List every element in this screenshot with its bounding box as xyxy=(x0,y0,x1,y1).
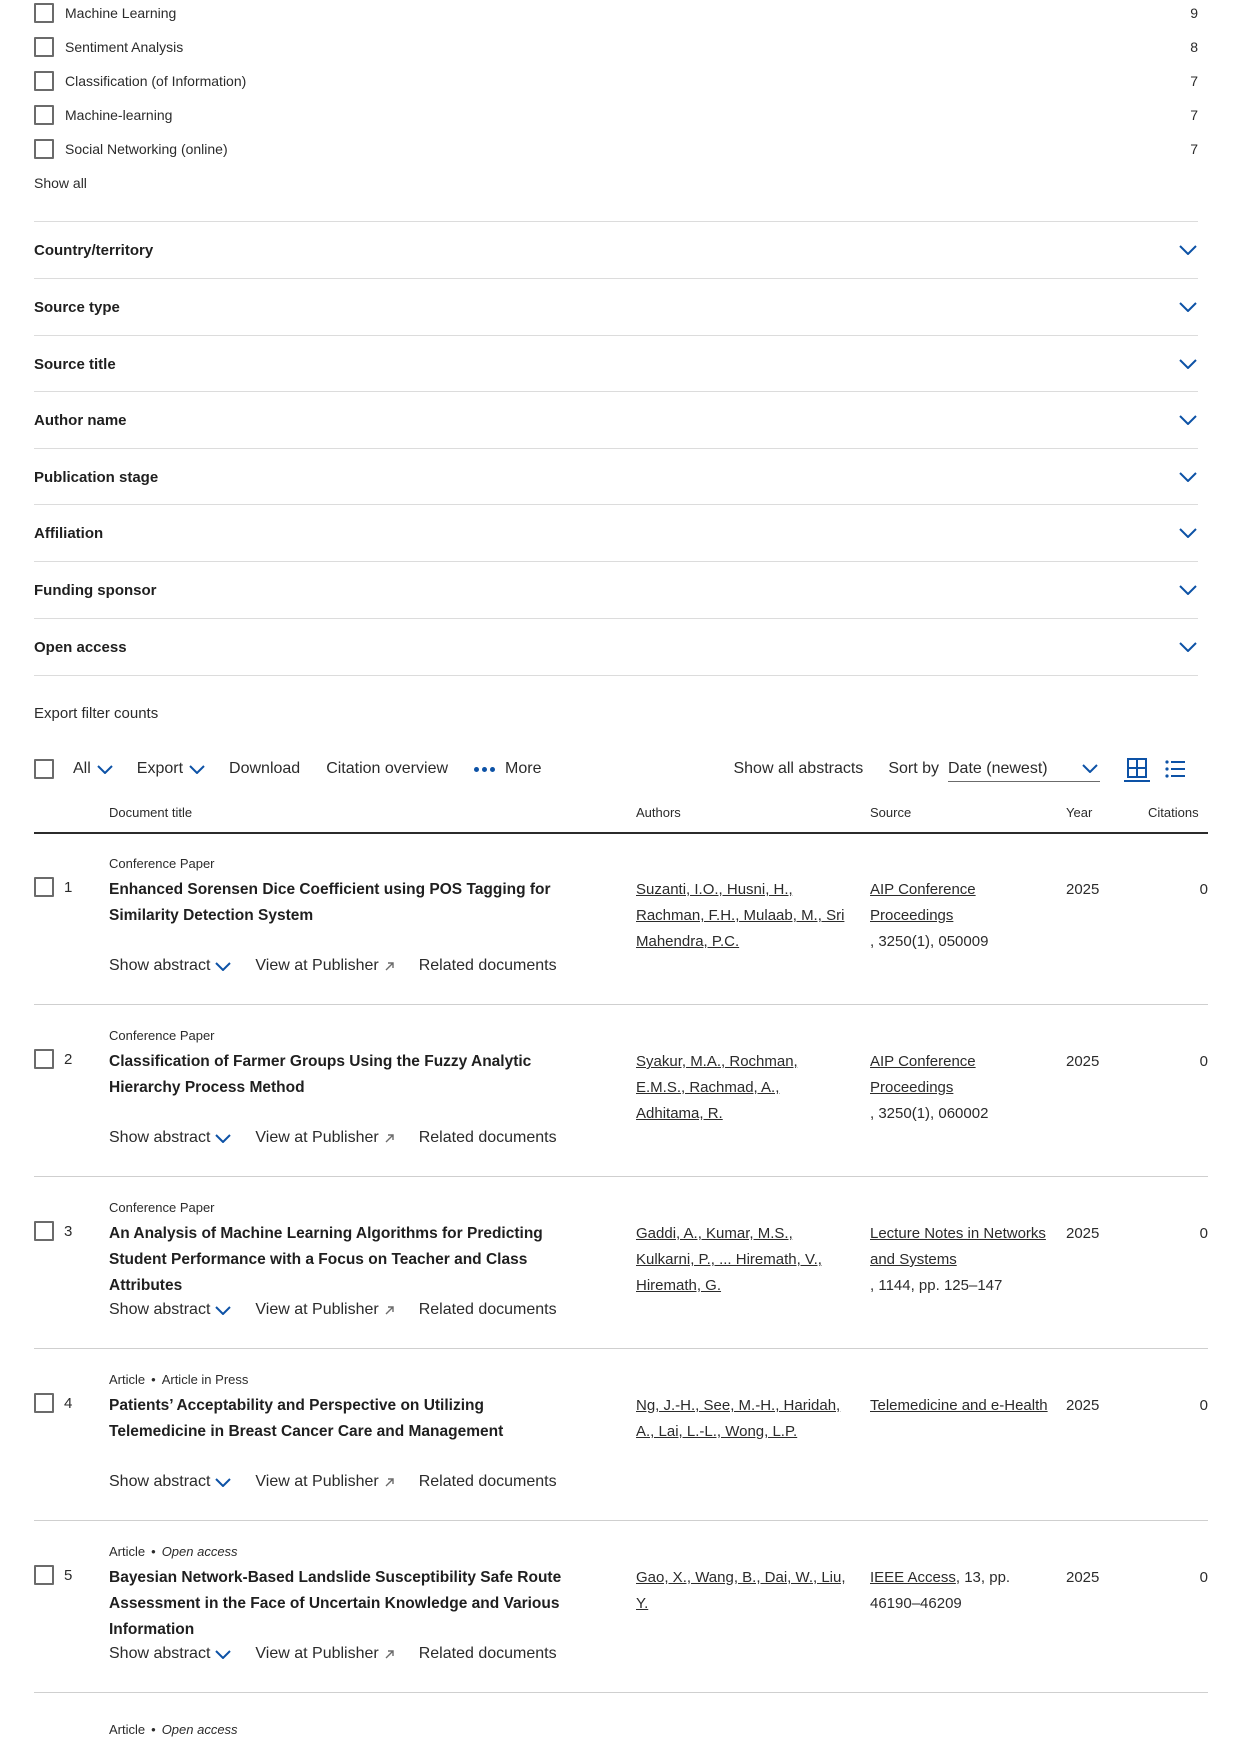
related-documents-link[interactable]: Related documents xyxy=(418,1473,557,1490)
document-type-label: Article xyxy=(109,1372,146,1387)
accordion-title: Country/territory xyxy=(34,241,154,259)
column-header-authors[interactable]: Authors xyxy=(636,805,681,820)
source-title-link[interactable]: AIP Conference Proceedings xyxy=(870,1053,976,1096)
column-header-citations[interactable]: Citations xyxy=(1148,805,1199,820)
source xyxy=(870,1393,1050,1419)
result-row xyxy=(34,833,1208,1005)
keyword-filter-item[interactable] xyxy=(34,35,1198,59)
filter-accordion-source-type[interactable] xyxy=(34,278,1198,335)
keyword-label: Classification (of Information) xyxy=(65,73,247,89)
accordion-title: Source title xyxy=(34,355,116,373)
list-view-icon[interactable] xyxy=(1162,756,1188,782)
result-row xyxy=(34,1177,1208,1349)
year: 2025 xyxy=(1066,881,1100,898)
year: 2025 xyxy=(1066,1225,1100,1242)
export-label: Export xyxy=(136,760,184,777)
document-type-label: Article xyxy=(109,1722,146,1737)
result-checkbox[interactable] xyxy=(34,1393,54,1413)
citations-count[interactable]: 0 xyxy=(1199,881,1208,898)
column-header-year[interactable]: Year xyxy=(1066,805,1093,820)
source-detail: , 1144, pp. 125–147 xyxy=(870,1277,1003,1294)
view-at-publisher-label: View at Publisher xyxy=(255,1645,379,1662)
chevron-down-icon xyxy=(97,765,113,774)
result-number: 4 xyxy=(64,1395,73,1412)
show-abstract-button[interactable] xyxy=(109,1301,231,1319)
column-header-document-title[interactable]: Document title xyxy=(109,805,193,820)
show-abstract-button[interactable] xyxy=(109,1645,231,1663)
filter-accordion-source-title[interactable] xyxy=(34,335,1198,392)
chevron-down-icon xyxy=(215,1134,231,1143)
external-link-icon xyxy=(384,1649,395,1660)
bullet-separator: • xyxy=(151,1544,156,1559)
document-title-link[interactable]: Bayesian Network-Based Landslide Susceptibility Safe Route Assessment in the Face of Uncertain Knowledge and Various Information xyxy=(109,1569,562,1638)
result-row xyxy=(34,1005,1208,1177)
result-actions xyxy=(109,1473,557,1491)
show-abstract-button[interactable] xyxy=(109,1473,231,1491)
filter-accordion-publication-stage[interactable] xyxy=(34,448,1198,505)
chevron-down-icon xyxy=(1178,354,1198,374)
document-title-link[interactable]: Enhanced Sorensen Dice Coefficient using POS Tagging for Similarity Detection System xyxy=(109,881,551,924)
source-title-link[interactable]: Telemedicine and e-Health xyxy=(870,1397,1048,1414)
keyword-label: Sentiment Analysis xyxy=(65,39,184,55)
citations-count[interactable]: 0 xyxy=(1199,1397,1208,1414)
external-link-icon xyxy=(384,961,395,972)
publication-status: Article in Press xyxy=(161,1372,249,1387)
view-at-publisher-link[interactable] xyxy=(255,1129,394,1147)
column-header-source[interactable]: Source xyxy=(870,805,912,820)
document-type-label: Conference Paper xyxy=(109,856,215,871)
more-label: More xyxy=(505,760,542,777)
show-abstract-label: Show abstract xyxy=(109,1129,211,1146)
show-abstract-label: Show abstract xyxy=(109,957,211,974)
export-button[interactable] xyxy=(137,760,205,778)
chevron-down-icon xyxy=(1178,240,1198,260)
view-at-publisher-link[interactable] xyxy=(255,1645,394,1663)
keyword-count: 7 xyxy=(1190,107,1198,123)
view-at-publisher-label: View at Publisher xyxy=(255,957,379,974)
chevron-down-icon xyxy=(215,962,231,971)
external-link-icon xyxy=(384,1305,395,1316)
result-row xyxy=(34,1521,1208,1693)
document-type xyxy=(109,1544,238,1559)
accordion-title: Affiliation xyxy=(34,524,104,542)
open-access-label: Open access xyxy=(161,1544,238,1559)
source xyxy=(870,1049,1050,1127)
authors-links[interactable]: Gao, X., Wang, B., Dai, W., Liu, Y. xyxy=(636,1569,846,1612)
result-number: 3 xyxy=(64,1223,73,1240)
citation-overview-button[interactable]: Citation overview xyxy=(326,760,449,777)
export-filter-counts-link[interactable]: Export filter counts xyxy=(34,705,159,722)
year: 2025 xyxy=(1066,1397,1100,1414)
document-type-label: Conference Paper xyxy=(109,1028,215,1043)
source-detail: , 3250(1), 060002 xyxy=(870,1105,989,1122)
authors-links[interactable]: Gaddi, A., Kumar, M.S., Kulkarni, P., ... Hiremath, V., Hiremath, G. xyxy=(636,1225,822,1294)
authors-links[interactable]: Suzanti, I.O., Husni, H., Rachman, F.H., Mulaab, M., Sri Mahendra, P.C. xyxy=(636,881,845,950)
result-actions xyxy=(109,1645,557,1663)
open-access-label: Open access xyxy=(161,1722,238,1737)
chevron-down-icon xyxy=(1178,523,1198,543)
authors-links[interactable]: Syakur, M.A., Rochman, E.M.S., Rachmad, A., Adhitama, R. xyxy=(636,1053,798,1122)
accordion-title: Open access xyxy=(34,638,127,656)
keyword-label: Machine Learning xyxy=(65,5,177,21)
more-dots-icon xyxy=(474,767,495,772)
show-abstract-button[interactable] xyxy=(109,1129,231,1147)
citations-count[interactable]: 0 xyxy=(1199,1053,1208,1070)
keyword-filter-item[interactable] xyxy=(34,69,1198,93)
citations-count[interactable]: 0 xyxy=(1199,1569,1208,1586)
filter-accordion-country[interactable] xyxy=(34,221,1198,278)
keyword-checkbox[interactable] xyxy=(34,37,54,57)
document-title-link[interactable]: An Analysis of Machine Learning Algorithms for Predicting Student Performance with a Focus on Teacher and Class Attributes xyxy=(109,1225,543,1294)
year: 2025 xyxy=(1066,1053,1100,1070)
keyword-label: Machine-learning xyxy=(65,107,173,123)
source-title-link[interactable]: AIP Conference Proceedings xyxy=(870,881,976,924)
result-checkbox[interactable] xyxy=(34,877,54,897)
document-type-label: Conference Paper xyxy=(109,1200,215,1215)
show-all-link[interactable]: Show all xyxy=(34,175,87,191)
result-checkbox[interactable] xyxy=(34,1049,54,1069)
result-checkbox[interactable] xyxy=(34,1565,54,1585)
chevron-down-icon xyxy=(1178,637,1198,657)
chevron-down-icon xyxy=(215,1650,231,1659)
source xyxy=(870,1221,1050,1299)
source-detail: , 3250(1), 050009 xyxy=(870,933,989,950)
results-toolbar xyxy=(34,755,1210,783)
citations-count[interactable]: 0 xyxy=(1199,1225,1208,1242)
document-title-link[interactable]: Patients’ Acceptability and Perspective on Utilizing Telemedicine in Breast Cancer Care and Management xyxy=(109,1397,504,1440)
accordion-title: Source type xyxy=(34,298,120,316)
source-detail: , 13, pp. 46190–46209 xyxy=(870,1569,1011,1612)
keyword-count: 8 xyxy=(1190,39,1198,55)
keyword-count: 7 xyxy=(1190,73,1198,89)
view-at-publisher-label: View at Publisher xyxy=(255,1473,379,1490)
result-actions xyxy=(109,1129,557,1147)
show-abstract-button[interactable] xyxy=(109,957,231,975)
filter-accordion-affiliation[interactable] xyxy=(34,504,1198,561)
keyword-count: 7 xyxy=(1190,141,1198,157)
source xyxy=(870,877,1050,955)
result-number: 5 xyxy=(64,1567,73,1584)
result-actions xyxy=(109,1301,557,1319)
chevron-down-icon xyxy=(1178,410,1198,430)
result-number: 2 xyxy=(64,1051,73,1068)
document-type-label: Article xyxy=(109,1544,146,1559)
keyword-checkbox[interactable] xyxy=(34,3,54,23)
related-documents-link[interactable]: Related documents xyxy=(418,1129,557,1146)
result-number: 1 xyxy=(64,879,73,896)
document-type xyxy=(109,1722,238,1737)
show-all-abstracts-button[interactable]: Show all abstracts xyxy=(733,760,864,777)
keyword-label: Social Networking (online) xyxy=(65,141,228,157)
bullet-separator: • xyxy=(151,1372,156,1387)
bullet-separator: • xyxy=(151,1722,156,1737)
filter-accordion-funding-sponsor[interactable] xyxy=(34,561,1198,618)
document-type xyxy=(109,856,215,871)
document-type xyxy=(109,1372,248,1387)
source-title-link[interactable]: IEEE Access xyxy=(870,1569,956,1586)
chevron-down-icon xyxy=(1178,580,1198,600)
show-abstract-label: Show abstract xyxy=(109,1301,211,1318)
chevron-down-icon xyxy=(1082,764,1098,773)
chevron-down-icon xyxy=(215,1306,231,1315)
sort-select[interactable] xyxy=(948,756,1100,782)
view-at-publisher-label: View at Publisher xyxy=(255,1301,379,1318)
result-checkbox[interactable] xyxy=(34,1221,54,1241)
related-documents-link[interactable]: Related documents xyxy=(418,1301,557,1318)
document-type xyxy=(109,1028,215,1043)
year: 2025 xyxy=(1066,1569,1100,1586)
filter-accordion-open-access[interactable] xyxy=(34,618,1198,675)
keyword-checkbox[interactable] xyxy=(34,71,54,91)
sort-by-label: Sort by xyxy=(888,760,939,777)
view-at-publisher-link[interactable] xyxy=(255,1473,394,1491)
divider xyxy=(34,675,1198,676)
source xyxy=(870,1565,1050,1617)
accordion-title: Funding sponsor xyxy=(34,581,157,599)
external-link-icon xyxy=(384,1477,395,1488)
keyword-filter-item[interactable] xyxy=(34,1,1198,25)
chevron-down-icon xyxy=(189,765,205,774)
select-all-checkbox[interactable] xyxy=(34,759,54,779)
view-at-publisher-label: View at Publisher xyxy=(255,1129,379,1146)
keyword-filter-item[interactable] xyxy=(34,103,1198,127)
document-title-link[interactable]: Classification of Farmer Groups Using the Fuzzy Analytic Hierarchy Process Method xyxy=(109,1053,532,1096)
filter-accordion-author-name[interactable] xyxy=(34,391,1198,448)
select-all-dropdown[interactable] xyxy=(73,760,113,778)
view-at-publisher-link[interactable] xyxy=(255,1301,394,1319)
related-documents-link[interactable]: Related documents xyxy=(418,1645,557,1662)
related-documents-link[interactable]: Related documents xyxy=(418,957,557,974)
grid-view-icon[interactable] xyxy=(1124,756,1150,782)
source-title-link[interactable]: Lecture Notes in Networks and Systems xyxy=(870,1225,1046,1268)
chevron-down-icon xyxy=(215,1478,231,1487)
show-abstract-label: Show abstract xyxy=(109,1473,211,1490)
external-link-icon xyxy=(384,1133,395,1144)
keyword-filter-item[interactable] xyxy=(34,137,1198,161)
chevron-down-icon xyxy=(1178,297,1198,317)
keyword-checkbox[interactable] xyxy=(34,105,54,125)
keyword-count: 9 xyxy=(1190,5,1198,21)
result-actions xyxy=(109,957,557,975)
accordion-title: Author name xyxy=(34,411,127,429)
sort-value: Date (newest) xyxy=(948,759,1048,777)
accordion-title: Publication stage xyxy=(34,468,159,486)
authors-links[interactable]: Ng, J.-H., See, M.-H., Haridah, A., Lai, L.-L., Wong, L.P. xyxy=(636,1397,841,1440)
result-row xyxy=(34,1349,1208,1521)
select-all-label: All xyxy=(73,760,91,777)
chevron-down-icon xyxy=(1178,467,1198,487)
document-type xyxy=(109,1200,215,1215)
show-abstract-label: Show abstract xyxy=(109,1645,211,1662)
more-button[interactable] xyxy=(474,760,541,778)
view-at-publisher-link[interactable] xyxy=(255,957,394,975)
download-button[interactable]: Download xyxy=(229,760,301,777)
keyword-checkbox[interactable] xyxy=(34,139,54,159)
